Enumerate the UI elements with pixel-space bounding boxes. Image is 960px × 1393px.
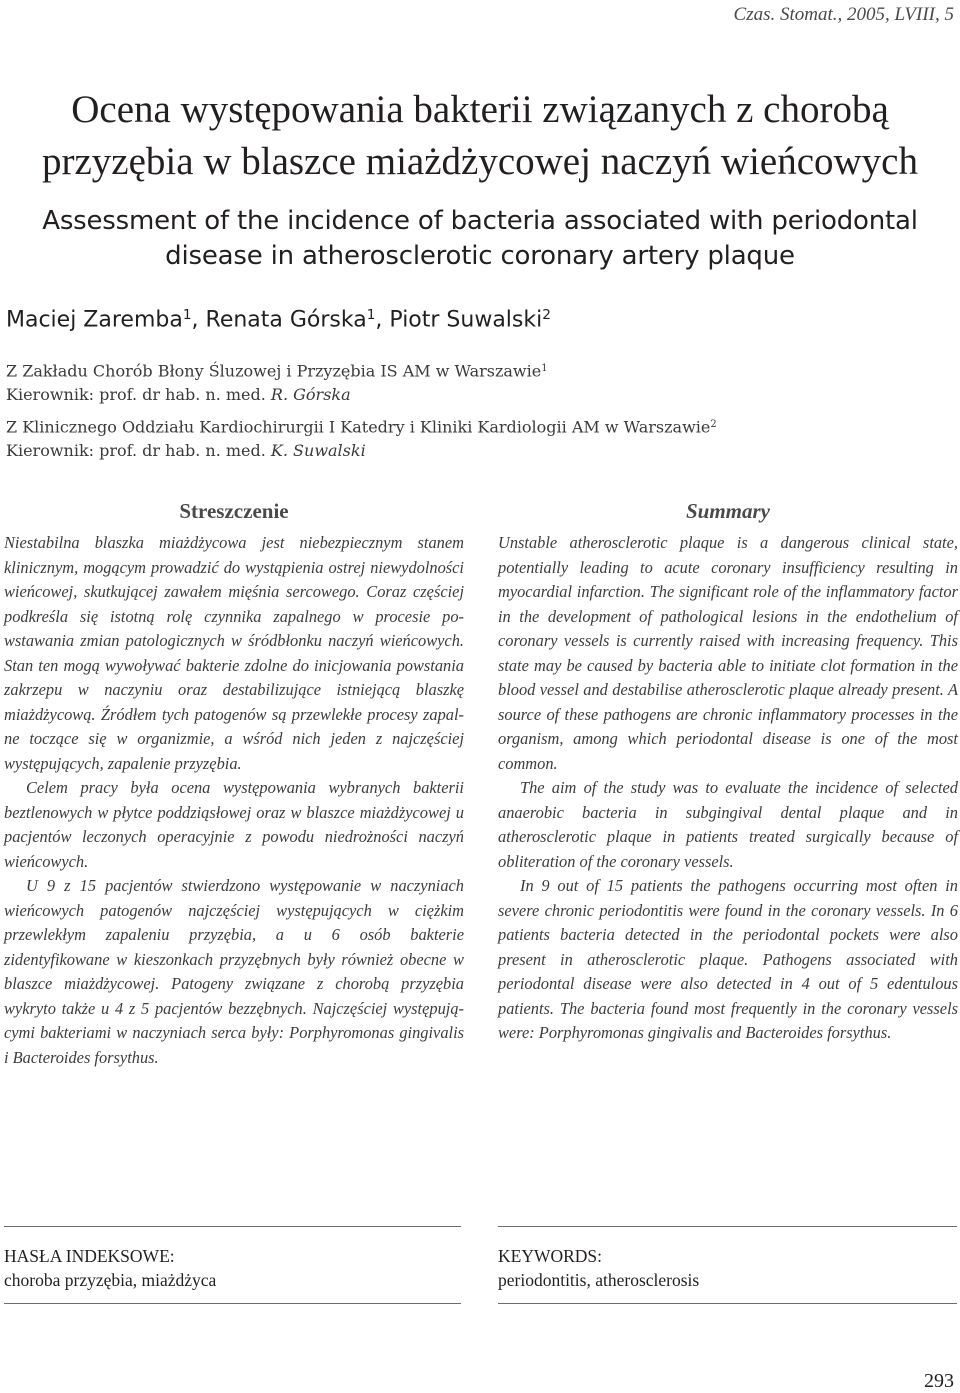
- author-name: Piotr Suwalski: [389, 307, 543, 333]
- affiliation-mark: 1: [541, 363, 548, 374]
- abstract-english: [498, 497, 958, 1046]
- keywords-english-value: periodontitis, atherosclerosis: [498, 1270, 700, 1290]
- running-head: Czas. Stomat., 2005, LVIII, 5: [733, 4, 954, 25]
- author-affiliation-mark: 2: [542, 307, 551, 323]
- title-polish: [0, 84, 960, 188]
- affiliation-head-prefix: Kierownik: prof. dr hab. n. med.: [6, 385, 271, 405]
- keywords-polish-value: choroba przyzębia, miażdżyca: [4, 1270, 217, 1290]
- affiliation-head-name: R. Górska: [270, 385, 351, 405]
- author-name: Maciej Zaremba: [6, 307, 183, 333]
- affiliation-head: [6, 439, 717, 463]
- title-english: [0, 204, 960, 274]
- affiliation-line: [6, 357, 548, 383]
- divider-bottom-left: [4, 1303, 461, 1304]
- affiliation-head: [6, 383, 548, 407]
- divider-bottom-right: [498, 1303, 957, 1304]
- title-english-line: Assessment of the incidence of bacteria associated with periodontal: [42, 206, 918, 236]
- author-affiliation-mark: 1: [366, 307, 376, 323]
- title-polish-line: Ocena występowania bakterii związanych z chorobą: [71, 88, 889, 131]
- affiliation-text: Z Klinicznego Oddziału Kardiochirurgii I Katedry i Kliniki Kardiologii AM w Warszawie: [6, 417, 711, 437]
- affiliation-mark: 2: [710, 419, 717, 430]
- affiliation-head-prefix: Kierownik: prof. dr hab. n. med.: [6, 441, 271, 461]
- abstract-polish: [4, 497, 464, 1070]
- affiliation-2: [6, 413, 717, 463]
- title-polish-line: przyzębia w blaszce miażdżycowej naczyń wieńcowych: [42, 140, 918, 183]
- page-number: 293: [924, 1370, 954, 1392]
- abstract-english-heading: Summary: [685, 499, 771, 523]
- abstract-paragraph: Celem pracy była ocena występowania wybranych bakterii beztlenowych w płytce poddziąsłowej oraz w blaszce miażdżycowej u pacjentów leczonych operacyjnie z powodu niedrożności naczyń wieńcowych.: [4, 778, 464, 871]
- abstract-paragraph: Unstable atherosclerotic plaque is a dangerous clinical state, potentially leading to acute coronary insufficiency resulting in myocardial infarction. The significant role of the inflammatory factor in the development of pathological lesions in the endothelium of coronary vessels is currently raised with increasing frequency. This state may be caused by bacteria able to initiate clot formation in the blood vessel and destabilise atherosclerotic plaque already present. A source of these pathogens are chronic inflammatory processes in the organism, among which periodontal disease is one of the most common.: [498, 533, 958, 773]
- keywords-polish-label: HASŁA INDEKSOWE:: [4, 1246, 175, 1266]
- divider-top-right: [498, 1226, 957, 1227]
- abstract-paragraph: Niestabilna blaszka miażdżycowa jest niebezpiecznym stanem klinicznym, mogącym prowadzić do wystąpienia ostrej niewydolności wieńcowej, skutkującej zawałem mięśnia sercowego. Coraz częściej podkreśla się istotną rolę czynnika zapalnego w procesie powstawania zmian patologicznych w śródbłonku naczyń wieńcowych. Stan ten mogą wywoływać bakterie zdolne do inicjowania powstania zakrzepu w naczyniu oraz destabilizujące istniejącą blaszkę miażdżycową. Źródłem tych patogenów są przewlekłe procesy zapalne toczące się w organizmie, a wśród nich jeden z najczęściej występujących, zapalenie przyzębia.: [4, 533, 464, 773]
- abstract-paragraph: U 9 z 15 pacjentów stwierdzono występowanie w naczyniach wieńcowych patogenów najczęściej występujących w ciężkim przewlekłym zapaleniu przyzębia, a u 6 osób bakterie zidentyfikowane w kieszonkach przyzębnych były również obecne w blaszce miażdżycowej. Patogeny związane z chorobą przyzębia wykryto także u 4 z 5 pacjentów bezzębnych. Najczęściej występującymi bakteriami w naczyniach serca były: Porphyromonas gingivalis i Bacteroides forsythus.: [4, 876, 464, 1067]
- author-name: Renata Górska: [205, 307, 367, 333]
- affiliation-text: Z Zakładu Chorób Błony Śluzowej i Przyzębia IS AM w Warszawie: [6, 361, 542, 381]
- divider-top-left: [4, 1226, 461, 1227]
- title-english-line: disease in atherosclerotic coronary artery plaque: [165, 241, 795, 271]
- author-list: Maciej Zaremba$^1$, Renata Górska$^1$, Piotr Suwalski$^2$: [6, 307, 551, 333]
- keywords-english: [498, 1244, 699, 1292]
- abstract-paragraph: In 9 out of 15 patients the pathogens occurring most often in severe chronic periodontitis were found in the coronary vessels. In 6 patients bacteria detected in the periodontal pockets were also present in atherosclerotic plaque. Pathogens associated with periodontal disease were also detected in 4 out of 5 edentulous patients. The bacteria found most frequently in the coronary vessels were: Porphyromonas gingivalis and Bacteroides forsythus.: [498, 876, 958, 1042]
- abstract-polish-heading: Streszczenie: [179, 499, 289, 523]
- affiliation-head-name: K. Suwalski: [270, 441, 366, 461]
- affiliation-1: [6, 357, 548, 407]
- author-affiliation-mark: 1: [182, 307, 192, 323]
- keywords-english-label: KEYWORDS:: [498, 1246, 603, 1266]
- keywords-polish: [4, 1244, 216, 1292]
- abstract-paragraph: The aim of the study was to evaluate the incidence of selected anaerobic bacteria in subgingival dental plaque and in atherosclerotic plaque in patients treated surgically because of obliteration of the coronary vessels.: [498, 778, 958, 871]
- affiliation-line: [6, 413, 717, 439]
